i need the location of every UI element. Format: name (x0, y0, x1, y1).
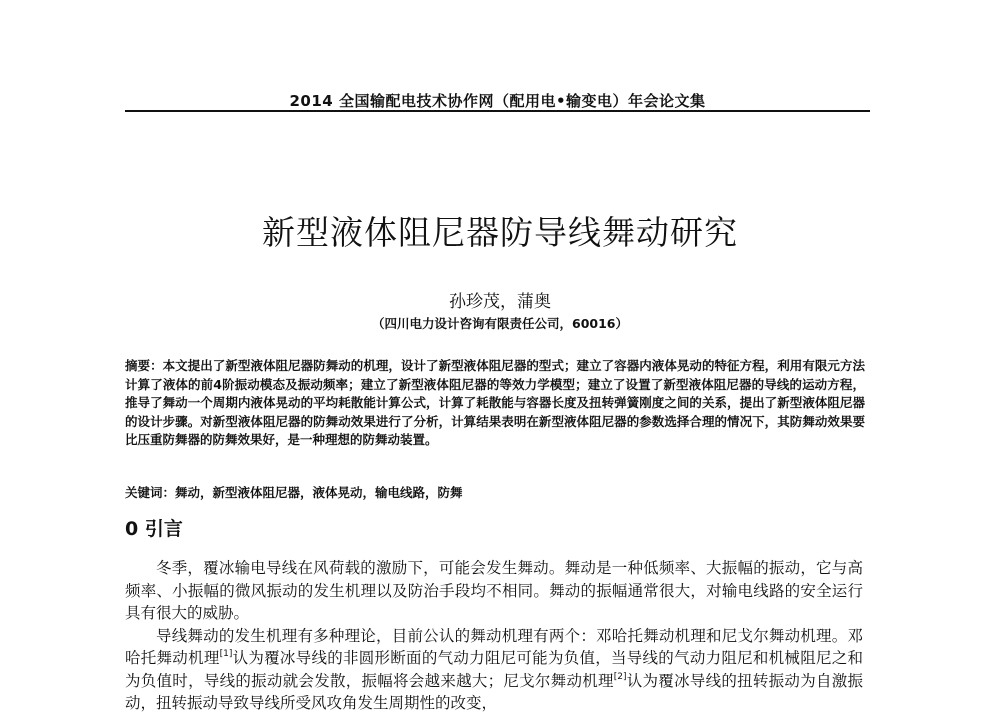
abstract (125, 357, 865, 450)
paper-title: 新型液体阻尼器防导线舞动研究 (262, 213, 738, 252)
paragraph-2 (125, 625, 863, 715)
abstract-label: 摘要： (125, 358, 163, 373)
paragraph-2-part-c: 认为覆冰导线的扭转振动为自激振动，扭转振动导致导线所受风攻角发生周期性的改变， (125, 671, 863, 712)
section-heading: 0 引言 (125, 518, 183, 540)
keywords-text: 舞动，新型液体阻尼器，液体晃动，输电线路，防舞 (175, 485, 463, 500)
running-header: 2014 全国输配电技术协作网（配用电•输变电）年会论文集 (289, 92, 706, 110)
paragraph-2-part-b: 认为覆冰导线的非圆形断面的气动力阻尼可能为负值，当导线的气动力阻尼和机械阻尼之和为负值时，导线的振动就会发散，振幅将会越来越大；尼戈尔舞动机理 (125, 649, 863, 690)
body-text (125, 557, 863, 715)
keywords (125, 484, 865, 502)
affiliation: （四川电力设计咨询有限责任公司，60016） (372, 316, 628, 331)
paragraph-1: 冬季，覆冰输电导线在风荷载的激励下，可能会发生舞动。舞动是一种低频率、大振幅的振动，它与高频率、小振幅的微风振动的发生机理以及防治手段均不相同。舞动的振幅通常很大，对输电线路的安全运行具有很大的威胁。 (125, 559, 863, 622)
citation-1: [1] (219, 649, 233, 659)
header-rule (125, 110, 870, 112)
abstract-text: 本文提出了新型液体阻尼器防舞动的机理，设计了新型液体阻尼器的型式；建立了容器内液体晃动的特征方程，利用有限元方法计算了液体的前4阶振动模态及振动频率；建立了新型液体阻尼器的等效力学模型；建立了设置了新型液体阻尼器的导线的运动方程，推导了舞动一个周期内液体晃动的平均耗散能计算公式，计算了耗散能与容器长度及扭转弹簧刚度之间的关系，提出了新型液体阻尼器的设计步骤。对新型液体阻尼器的防舞动效果进行了分析，计算结果表明在新型液体阻尼器的参数选择合理的情况下，其防舞动效果要比压重防舞器的防舞效果好，是一种理想的防舞动装置。 (125, 358, 865, 447)
keywords-label: 关键词： (125, 485, 176, 500)
authors: 孙珍茂，蒲奥 (449, 292, 551, 312)
paragraph-2-part-a: 导线舞动的发生机理有多种理论，目前公认的舞动机理有两个：邓哈托舞动机理和尼戈尔舞动机理。邓哈托舞动机理 (125, 626, 863, 667)
citation-2: [2] (613, 671, 627, 682)
